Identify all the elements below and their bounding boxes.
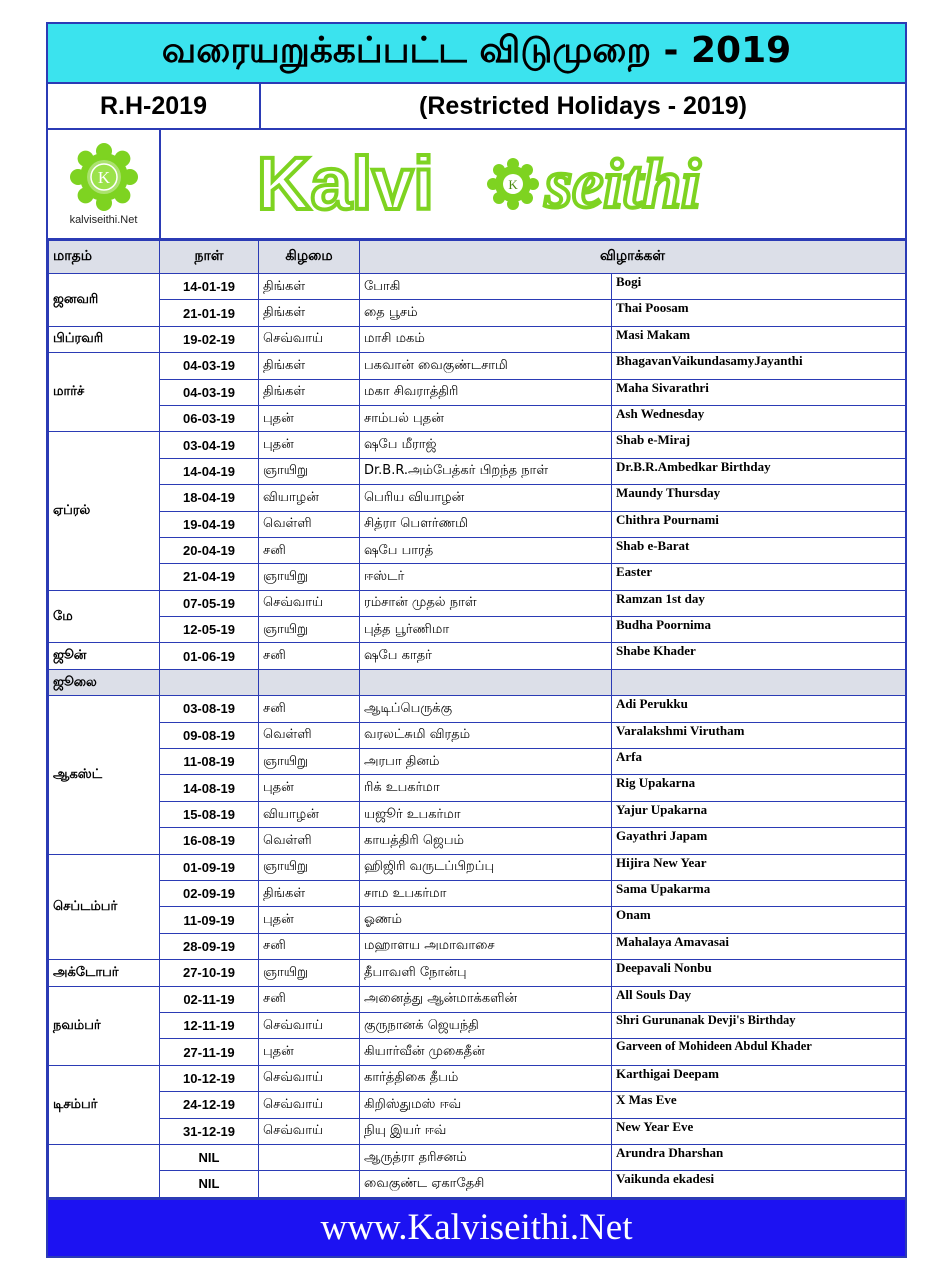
tamil-festival-cell: ஷபே பாரத் xyxy=(360,537,612,563)
tamil-festival-cell: போகி xyxy=(360,274,612,300)
table-row xyxy=(49,880,906,906)
table-row xyxy=(49,1039,906,1065)
tamil-festival-cell: ஆருத்ரா தரிசனம் xyxy=(360,1144,612,1170)
english-festival-cell: Sama Upakarma xyxy=(612,880,906,906)
kalviseithi-brand-icon xyxy=(253,139,813,229)
day-cell: சனி xyxy=(259,537,360,563)
day-cell: வெள்ளி xyxy=(259,828,360,854)
date-cell: 06-03-19 xyxy=(160,405,259,431)
day-cell: புதன் xyxy=(259,432,360,458)
day-cell: புதன் xyxy=(259,775,360,801)
holiday-table xyxy=(48,240,906,1198)
date-cell: 31-12-19 xyxy=(160,1118,259,1144)
brand-right-text: seithi xyxy=(545,146,701,223)
date-cell: 03-04-19 xyxy=(160,432,259,458)
table-row xyxy=(49,537,906,563)
english-festival-cell: Rig Upakarna xyxy=(612,775,906,801)
date-cell: 01-09-19 xyxy=(160,854,259,880)
col-festivals: விழாக்கள் xyxy=(360,241,906,274)
english-festival-cell: Arundra Dharshan xyxy=(612,1144,906,1170)
month-cell: ஜூலை xyxy=(49,669,160,695)
table-row xyxy=(49,353,906,379)
date-cell: 09-08-19 xyxy=(160,722,259,748)
tamil-festival-cell: பெரிய வியாழன் xyxy=(360,485,612,511)
date-cell: 24-12-19 xyxy=(160,1092,259,1118)
english-festival-cell: Varalakshmi Virutham xyxy=(612,722,906,748)
tamil-festival-cell xyxy=(360,669,612,695)
table-row xyxy=(49,590,906,616)
table-row xyxy=(49,907,906,933)
date-cell: 20-04-19 xyxy=(160,537,259,563)
tamil-festival-cell: பகவான் வைகுண்டசாமி xyxy=(360,353,612,379)
day-cell: வியாழன் xyxy=(259,801,360,827)
date-cell xyxy=(160,669,259,695)
day-cell: செவ்வாய் xyxy=(259,1092,360,1118)
tamil-festival-cell: ஷபே மீராஜ் xyxy=(360,432,612,458)
rh-code: R.H-2019 xyxy=(48,84,261,128)
tamil-festival-cell: ஆடிப்பெருக்கு xyxy=(360,696,612,722)
tamil-festival-cell: காயத்திரி ஜெபம் xyxy=(360,828,612,854)
date-cell: NIL xyxy=(160,1171,259,1197)
day-cell: திங்கள் xyxy=(259,353,360,379)
english-festival-cell: New Year Eve xyxy=(612,1118,906,1144)
tamil-festival-cell: மகா சிவராத்திரி xyxy=(360,379,612,405)
english-festival-cell: Shab e-Miraj xyxy=(612,432,906,458)
table-row xyxy=(49,564,906,590)
date-cell: 11-09-19 xyxy=(160,907,259,933)
tamil-festival-cell: கியார்வீன் முகைதீன் xyxy=(360,1039,612,1065)
tamil-festival-cell: ஈஸ்டர் xyxy=(360,564,612,590)
date-cell: 01-06-19 xyxy=(160,643,259,669)
month-cell: செப்டம்பர் xyxy=(49,854,160,960)
table-row xyxy=(49,960,906,986)
table-row xyxy=(49,669,906,695)
english-festival-cell: Shri Gurunanak Devji's Birthday xyxy=(612,1012,906,1038)
date-cell: 07-05-19 xyxy=(160,590,259,616)
date-cell: 15-08-19 xyxy=(160,801,259,827)
english-festival-cell: Thai Poosam xyxy=(612,300,906,326)
table-row xyxy=(49,300,906,326)
english-festival-cell: Bogi xyxy=(612,274,906,300)
small-logo xyxy=(48,130,161,238)
english-festival-cell: Shab e-Barat xyxy=(612,537,906,563)
col-day: கிழமை xyxy=(259,241,360,274)
month-cell: ஏப்ரல் xyxy=(49,432,160,590)
month-cell: மே xyxy=(49,590,160,643)
month-cell: நவம்பர் xyxy=(49,986,160,1065)
month-cell: மார்ச் xyxy=(49,353,160,432)
date-cell: 14-04-19 xyxy=(160,458,259,484)
table-row xyxy=(49,933,906,959)
english-festival-cell: Mahalaya Amavasai xyxy=(612,933,906,959)
day-cell: வெள்ளி xyxy=(259,511,360,537)
flower-logo-icon xyxy=(69,142,139,212)
table-row xyxy=(49,749,906,775)
month-cell: ஜூன் xyxy=(49,643,160,669)
tamil-festival-cell: மஹாளய அமாவாசை xyxy=(360,933,612,959)
day-cell: செவ்வாய் xyxy=(259,1012,360,1038)
day-cell: செவ்வாய் xyxy=(259,590,360,616)
date-cell: 18-04-19 xyxy=(160,485,259,511)
tamil-festival-cell: ரம்சான் முதல் நாள் xyxy=(360,590,612,616)
tamil-festival-cell: சித்ரா பௌர்ணமி xyxy=(360,511,612,537)
date-cell: 19-04-19 xyxy=(160,511,259,537)
table-row xyxy=(49,828,906,854)
table-body xyxy=(49,274,906,1198)
day-cell: சனி xyxy=(259,933,360,959)
table-row xyxy=(49,326,906,352)
date-cell: 04-03-19 xyxy=(160,379,259,405)
table-row xyxy=(49,722,906,748)
day-cell xyxy=(259,669,360,695)
table-row xyxy=(49,1118,906,1144)
tamil-festival-cell: கார்த்திகை தீபம் xyxy=(360,1065,612,1091)
english-festival-cell: Yajur Upakarna xyxy=(612,801,906,827)
table-row xyxy=(49,511,906,537)
table-row xyxy=(49,458,906,484)
english-festival-cell: Hijira New Year xyxy=(612,854,906,880)
brand-banner xyxy=(161,130,905,238)
table-row xyxy=(49,1144,906,1170)
table-row xyxy=(49,1092,906,1118)
tamil-festival-cell: நியு இயர் ஈவ் xyxy=(360,1118,612,1144)
date-cell: 21-04-19 xyxy=(160,564,259,590)
day-cell xyxy=(259,1171,360,1197)
table-row xyxy=(49,379,906,405)
date-cell: 14-08-19 xyxy=(160,775,259,801)
date-cell: 03-08-19 xyxy=(160,696,259,722)
english-festival-cell: Arfa xyxy=(612,749,906,775)
tamil-festival-cell: அரபா தினம் xyxy=(360,749,612,775)
tamil-festival-cell: கிறிஸ்துமஸ் ஈவ் xyxy=(360,1092,612,1118)
english-festival-cell: Ramzan 1st day xyxy=(612,590,906,616)
day-cell: ஞாயிறு xyxy=(259,960,360,986)
table-row xyxy=(49,696,906,722)
tamil-festival-cell: வைகுண்ட ஏகாதேசி xyxy=(360,1171,612,1197)
table-header-row xyxy=(49,241,906,274)
logo-row xyxy=(48,130,905,240)
date-cell: 27-11-19 xyxy=(160,1039,259,1065)
brand-initial: K xyxy=(508,177,518,192)
date-cell: 02-09-19 xyxy=(160,880,259,906)
month-cell: டிசம்பர் xyxy=(49,1065,160,1144)
footer-bar xyxy=(48,1198,905,1256)
english-festival-cell: All Souls Day xyxy=(612,986,906,1012)
english-festival-cell: Karthigai Deepam xyxy=(612,1065,906,1091)
day-cell: ஞாயிறு xyxy=(259,458,360,484)
english-festival-cell: Ash Wednesday xyxy=(612,405,906,431)
brand-left-text: Kalvi xyxy=(257,142,434,225)
tamil-festival-cell: சாம்பல் புதன் xyxy=(360,405,612,431)
date-cell: 11-08-19 xyxy=(160,749,259,775)
table-row xyxy=(49,1012,906,1038)
day-cell: திங்கள் xyxy=(259,300,360,326)
english-festival-cell: Dr.B.R.Ambedkar Birthday xyxy=(612,458,906,484)
date-cell: 10-12-19 xyxy=(160,1065,259,1091)
tamil-festival-cell: யஜூர் உபகர்மா xyxy=(360,801,612,827)
english-festival-cell: BhagavanVaikundasamyJayanthi xyxy=(612,353,906,379)
table-row xyxy=(49,274,906,300)
day-cell: ஞாயிறு xyxy=(259,564,360,590)
title-bar xyxy=(48,24,905,84)
table-row xyxy=(49,617,906,643)
table-row xyxy=(49,405,906,431)
footer-url[interactable]: www.Kalviseithi.Net xyxy=(320,1207,633,1249)
tamil-festival-cell: வரலட்சுமி விரதம் xyxy=(360,722,612,748)
day-cell: சனி xyxy=(259,986,360,1012)
english-festival-cell xyxy=(612,669,906,695)
day-cell xyxy=(259,1144,360,1170)
day-cell: புதன் xyxy=(259,405,360,431)
rh-subtitle: (Restricted Holidays - 2019) xyxy=(419,91,747,120)
english-festival-cell: Chithra Pournami xyxy=(612,511,906,537)
date-cell: 02-11-19 xyxy=(160,986,259,1012)
logo-initial: K xyxy=(97,168,110,187)
month-cell: அக்டோபர் xyxy=(49,960,160,986)
tamil-festival-cell: ரிக் உபகர்மா xyxy=(360,775,612,801)
english-festival-cell: Budha Poornima xyxy=(612,617,906,643)
english-festival-cell: Easter xyxy=(612,564,906,590)
date-cell: 16-08-19 xyxy=(160,828,259,854)
tamil-festival-cell: ஓணம் xyxy=(360,907,612,933)
day-cell: சனி xyxy=(259,696,360,722)
month-cell xyxy=(49,1144,160,1197)
english-festival-cell: Deepavali Nonbu xyxy=(612,960,906,986)
date-cell: 21-01-19 xyxy=(160,300,259,326)
day-cell: செவ்வாய் xyxy=(259,1118,360,1144)
day-cell: புதன் xyxy=(259,1039,360,1065)
table-row xyxy=(49,643,906,669)
table-row xyxy=(49,801,906,827)
day-cell: வெள்ளி xyxy=(259,722,360,748)
tamil-festival-cell: புத்த பூர்ணிமா xyxy=(360,617,612,643)
table-row xyxy=(49,1171,906,1197)
tamil-festival-cell: ஹிஜிரி வருடப்பிறப்பு xyxy=(360,854,612,880)
tamil-festival-cell: ஷபே காதர் xyxy=(360,643,612,669)
english-festival-cell: Gayathri Japam xyxy=(612,828,906,854)
english-festival-cell: Shabe Khader xyxy=(612,643,906,669)
day-cell: செவ்வாய் xyxy=(259,326,360,352)
day-cell: செவ்வாய் xyxy=(259,1065,360,1091)
table-row xyxy=(49,432,906,458)
table-row xyxy=(49,854,906,880)
day-cell: திங்கள் xyxy=(259,880,360,906)
day-cell: ஞாயிறு xyxy=(259,749,360,775)
date-cell: 19-02-19 xyxy=(160,326,259,352)
tamil-festival-cell: சாம உபகர்மா xyxy=(360,880,612,906)
date-cell: 12-05-19 xyxy=(160,617,259,643)
english-festival-cell: Vaikunda ekadesi xyxy=(612,1171,906,1197)
day-cell: ஞாயிறு xyxy=(259,617,360,643)
date-cell: 28-09-19 xyxy=(160,933,259,959)
english-festival-cell: X Mas Eve xyxy=(612,1092,906,1118)
day-cell: ஞாயிறு xyxy=(259,854,360,880)
page-title: வரையறுக்கப்பட்ட விடுமுறை - 2019 xyxy=(161,30,792,71)
tamil-festival-cell: மாசி மகம் xyxy=(360,326,612,352)
english-festival-cell: Onam xyxy=(612,907,906,933)
english-festival-cell: Garveen of Mohideen Abdul Khader xyxy=(612,1039,906,1065)
month-cell: பிப்ரவரி xyxy=(49,326,160,352)
day-cell: திங்கள் xyxy=(259,274,360,300)
table-row xyxy=(49,485,906,511)
table-row xyxy=(49,775,906,801)
day-cell: திங்கள் xyxy=(259,379,360,405)
date-cell: 14-01-19 xyxy=(160,274,259,300)
subheader-row xyxy=(48,84,905,130)
day-cell: புதன் xyxy=(259,907,360,933)
day-cell: சனி xyxy=(259,643,360,669)
english-festival-cell: Adi Perukku xyxy=(612,696,906,722)
table-row xyxy=(49,986,906,1012)
tamil-festival-cell: அனைத்து ஆன்மாக்களின் xyxy=(360,986,612,1012)
day-cell: வியாழன் xyxy=(259,485,360,511)
col-date: நாள் xyxy=(160,241,259,274)
tamil-festival-cell: Dr.B.R.அம்பேத்கர் பிறந்த நாள் xyxy=(360,458,612,484)
english-festival-cell: Maundy Thursday xyxy=(612,485,906,511)
month-cell: ஆகஸ்ட் xyxy=(49,696,160,854)
month-cell: ஜனவரி xyxy=(49,274,160,327)
date-cell: 04-03-19 xyxy=(160,353,259,379)
tamil-festival-cell: தை பூசம் xyxy=(360,300,612,326)
holiday-sheet xyxy=(46,22,907,1258)
tamil-festival-cell: தீபாவளி நோன்பு xyxy=(360,960,612,986)
date-cell: NIL xyxy=(160,1144,259,1170)
table-row xyxy=(49,1065,906,1091)
date-cell: 12-11-19 xyxy=(160,1012,259,1038)
logo-caption: kalviseithi.Net xyxy=(69,214,138,226)
col-month: மாதம் xyxy=(49,241,160,274)
date-cell: 27-10-19 xyxy=(160,960,259,986)
tamil-festival-cell: குருநானக் ஜெயந்தி xyxy=(360,1012,612,1038)
english-festival-cell: Masi Makam xyxy=(612,326,906,352)
english-festival-cell: Maha Sivarathri xyxy=(612,379,906,405)
